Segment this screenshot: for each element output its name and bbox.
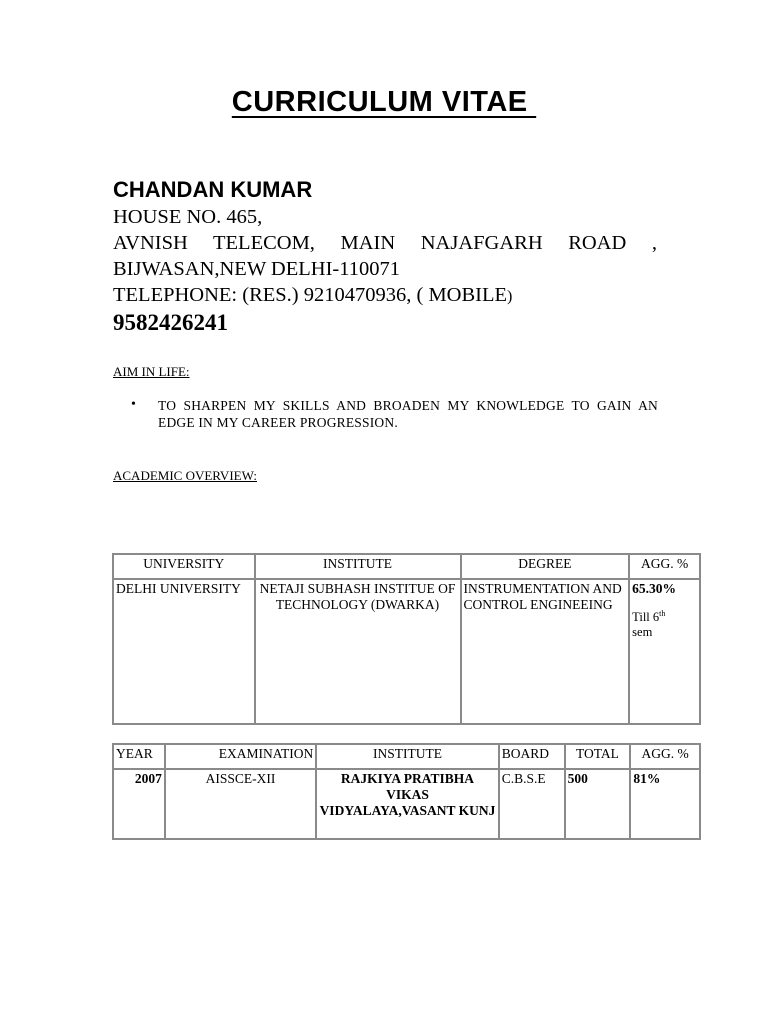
cell-examination: AISSCE-XII xyxy=(165,769,316,839)
cell-institute: NETAJI SUBHASH INSTITUE OF TECHNOLOGY (DWARKA) xyxy=(255,579,461,724)
cell-school-agg: 81% xyxy=(630,769,700,839)
cell-university: DELHI UNIVERSITY xyxy=(113,579,255,724)
telephone-close: ) xyxy=(507,288,513,305)
aim-bullet-list xyxy=(113,397,658,431)
aim-bullet-text: TO SHARPEN MY SKILLS AND BROADEN MY KNOWLEDGE TO GAIN AN EDGE IN MY CAREER PROGRESSION. xyxy=(158,398,658,430)
note-suffix: sem xyxy=(632,625,653,640)
cell-board: C.B.S.E xyxy=(499,769,565,839)
bullet-icon: • xyxy=(131,397,137,412)
header-school-institute: INSTITUTE xyxy=(316,744,498,769)
address-line-2: AVNISH TELECOM, MAIN NAJAFGARH ROAD , xyxy=(113,232,657,254)
address-line-1: HOUSE NO. 465, xyxy=(113,206,263,228)
candidate-name: CHANDAN KUMAR xyxy=(113,177,313,202)
telephone-line xyxy=(113,284,512,307)
header-university: UNIVERSITY xyxy=(113,554,255,579)
school-table xyxy=(112,743,701,840)
header-total: TOTAL xyxy=(565,744,631,769)
header-institute: INSTITUTE xyxy=(255,554,461,579)
header-board: BOARD xyxy=(499,744,565,769)
cell-agg xyxy=(629,579,700,724)
academic-heading: ACADEMIC OVERVIEW: xyxy=(113,468,257,483)
aim-heading: AIM IN LIFE: xyxy=(113,364,190,379)
agg-value: 65.30% xyxy=(632,581,677,596)
header-agg: AGG. % xyxy=(629,554,700,579)
header-examination: EXAMINATION xyxy=(165,744,316,769)
table-row xyxy=(113,769,700,839)
mobile-number: 9582426241 xyxy=(113,310,228,335)
cell-school-institute: RAJKIYA PRATIBHA VIKAS VIDYALAYA,VASANT KUNJ xyxy=(316,769,498,839)
school-table-header-row xyxy=(113,744,700,769)
table-row xyxy=(113,579,700,724)
document-title: CURRICULUM VITAE xyxy=(231,86,537,118)
cell-degree: INSTRUMENTATION AND CONTROL ENGINEEING xyxy=(461,579,630,724)
header-school-agg: AGG. % xyxy=(630,744,700,769)
note-sup: th xyxy=(659,609,666,618)
note-prefix: Till 6 xyxy=(632,610,660,625)
cell-year: 2007 xyxy=(113,769,165,839)
agg-note xyxy=(632,609,697,640)
university-table-header-row xyxy=(113,554,700,579)
cell-total: 500 xyxy=(565,769,631,839)
telephone-label: TELEPHONE: (RES.) 9210470936, ( MOBILE xyxy=(113,284,508,306)
header-year: YEAR xyxy=(113,744,165,769)
university-table xyxy=(112,553,701,725)
header-degree: DEGREE xyxy=(461,554,630,579)
address-line-3: BIJWASAN,NEW DELHI-110071 xyxy=(113,258,400,280)
